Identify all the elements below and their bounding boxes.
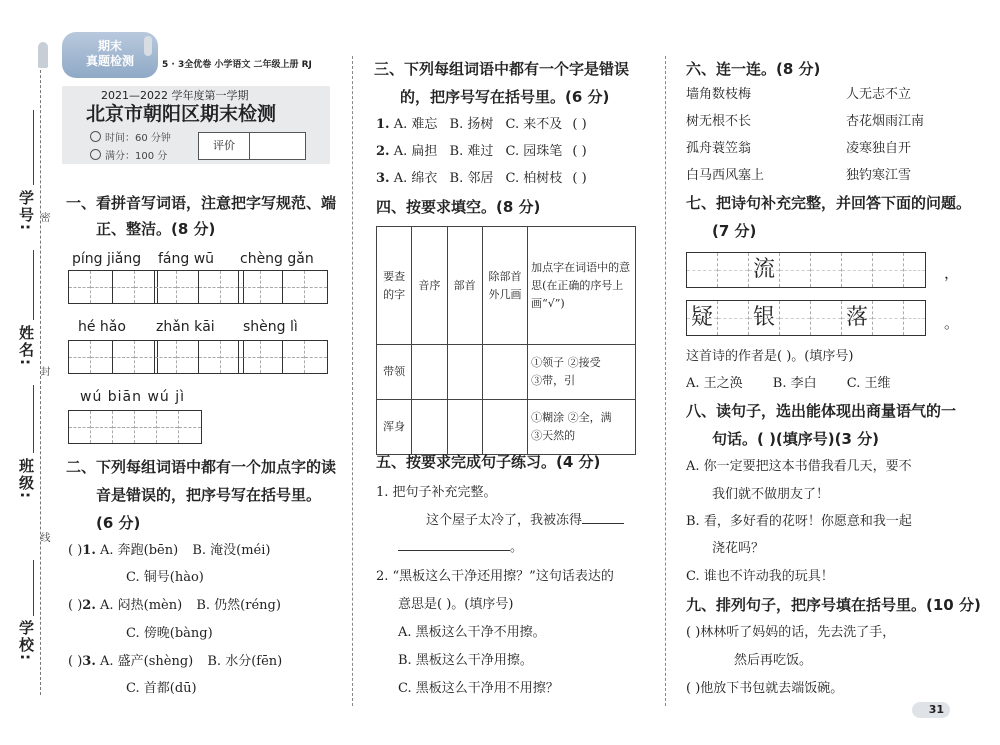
q1-pinyin-4: hé hǎo: [78, 319, 126, 335]
q7-title-line2: (7 分): [712, 222, 757, 240]
q5-sentence-text: 这个屋子太冷了，我被冻得: [426, 513, 583, 528]
q8-c: C. 谁也不许动我的玩具！: [686, 569, 834, 584]
q3-item-3: [376, 172, 587, 185]
evaluation-label: 评价: [199, 133, 250, 159]
q4-row-2-meaning-line1: ①糊涂 ②全，满: [531, 411, 612, 424]
q5-option-a: A. 黑板这么干净不用擦。: [398, 625, 546, 640]
q8-b-line1: B. 看，多好看的花呀！你愿意和我一起: [686, 514, 912, 529]
q5-option-c: C. 黑板这么干净用不用擦？: [398, 681, 559, 696]
q4-header-row: [377, 227, 636, 345]
q7-poem-row-2[interactable]: [686, 300, 926, 336]
label-name: 姓名:: [17, 325, 35, 367]
q3-item-3-a: A. 绵衣: [393, 171, 438, 186]
q2-item-3-a: A. 盛产(shèng): [100, 654, 194, 669]
q1-answer-grid-2[interactable]: [154, 270, 244, 304]
q7-r1-c4[interactable]: [780, 253, 811, 287]
q6-left-3[interactable]: 孤舟蓑笠翁: [686, 141, 752, 156]
q4-header-strokes: 除部首外几画: [482, 227, 527, 345]
q2-item-2-num: 2.: [82, 598, 96, 613]
q4-row-2-strokes-cell[interactable]: [482, 400, 527, 455]
seal-mark-xian: 线: [38, 532, 49, 542]
seal-line1: 期末: [97, 39, 122, 53]
q5-sub2-line2: 意思是( )。(填序号): [398, 597, 514, 612]
q7-r1-c6[interactable]: [842, 253, 873, 287]
q2-item-2-b: B. 仍然(réng): [196, 598, 281, 613]
q1-pinyin-6: shèng lì: [243, 319, 298, 335]
q2-item-2-c: C. 傍晚(bàng): [126, 626, 213, 641]
q7-poem-row-1[interactable]: [686, 252, 926, 288]
q2-item-1-paren[interactable]: ( ): [68, 543, 83, 558]
exam-score-text: 满分：100 分: [105, 151, 168, 162]
q1-title-line2: 正、整洁。(8 分): [96, 220, 216, 238]
q3-item-3-c: C. 柏树枝: [505, 171, 563, 186]
q3-item-3-paren[interactable]: ( ): [572, 171, 587, 186]
q4-row-1-meaning-line2: ③带，引: [531, 374, 576, 387]
series-label: 5 · 3全优卷 小学语文 二年级上册 RJ: [162, 60, 312, 70]
q5-option-b: B. 黑板这么干净用擦。: [398, 653, 533, 668]
q7-author-question: 这首诗的作者是( )。(填序号): [686, 349, 854, 364]
q8-b-line2: 浇花吗？: [712, 541, 765, 556]
q4-row-1-meaning-line1: ①领子 ②接受: [531, 356, 601, 369]
q1-answer-grid-5[interactable]: [154, 340, 244, 374]
q3-item-2-b: B. 难过: [449, 144, 494, 159]
q5-end-mark: 。: [510, 540, 524, 555]
q3-item-2-paren[interactable]: ( ): [572, 144, 587, 159]
q7-r2-c5[interactable]: [811, 301, 842, 335]
q2-item-2: [68, 599, 281, 612]
q9-item1-line1[interactable]: ( )林林听了妈妈的话，先去洗了手，: [686, 625, 896, 640]
q1-pinyin-2: fáng wū: [158, 251, 215, 267]
q7-r2-c7[interactable]: [873, 301, 904, 335]
q8-title-line2: 句话。( )(填序号)(3 分): [712, 430, 880, 448]
label-student-id: 学号:: [17, 190, 35, 232]
q7-title-line1: 七、把诗句补充完整，并回答下面的问题。: [686, 194, 972, 212]
seal-line2: 真题检测: [85, 54, 134, 68]
q2-item-1-c: C. 铜号(hào): [126, 570, 204, 585]
q3-item-1-b: B. 扬树: [449, 117, 494, 132]
q1-pinyin-7: wú biān wú jì: [80, 389, 186, 405]
q2-title-line2: 音是错误的，把序号写在括号里。: [96, 486, 322, 504]
q4-header-radical: 部首: [447, 227, 482, 345]
exam-time: [90, 131, 171, 144]
q7-options: [686, 377, 891, 390]
q4-row-2-initial-cell[interactable]: [412, 400, 447, 455]
q6-left-1[interactable]: 墙角数枝梅: [686, 87, 752, 102]
q3-item-1-paren[interactable]: ( ): [572, 117, 587, 132]
q7-comma: ，: [944, 264, 960, 282]
q1-pinyin-5: zhǎn kāi: [156, 319, 215, 335]
name-blank: [33, 250, 34, 320]
q2-item-2-paren[interactable]: ( ): [68, 598, 83, 613]
q9-item2[interactable]: ( )他放下书包就去端饭碗。: [686, 681, 844, 696]
q4-row-1-meaning[interactable]: [528, 345, 636, 400]
q1-title-line1: 一、看拼音写词语，注意把字写规范、端: [66, 194, 337, 212]
q6-right-4[interactable]: 独钓寒江雪: [846, 168, 912, 183]
q3-item-3-num: 3.: [376, 171, 390, 186]
q7-option-a: A. 王之涣: [686, 376, 743, 391]
q4-row-2-meaning[interactable]: [528, 400, 636, 455]
school-blank: [33, 560, 34, 616]
school-year: 2021—2022 学年度第一学期: [101, 89, 249, 102]
q2-item-3: [68, 655, 282, 668]
q7-option-b: B. 李白: [772, 376, 817, 391]
q8-title-line1: 八、读句子，选出能体现出商量语气的一: [686, 402, 957, 420]
seal-mark-feng: 封: [38, 366, 49, 376]
q5-title: 五、按要求完成句子练习。(4 分): [376, 453, 601, 471]
student-id-blank: [33, 110, 34, 185]
q2-title-line1: 二、下列每组词语中都有一个加点字的读: [66, 458, 337, 476]
q7-r2-c4[interactable]: [780, 301, 811, 335]
q3-title-line2: 的，把序号写在括号里。(6 分): [400, 88, 610, 106]
q4-row-1: [377, 345, 636, 400]
q2-item-3-num: 3.: [82, 654, 96, 669]
label-class: 班级:: [17, 458, 35, 500]
q7-r1-c2[interactable]: [718, 253, 749, 287]
q1-answer-grid-1[interactable]: [68, 270, 158, 304]
q4-header-meaning: 加点字在词语中的意思(在正确的序号上画“√”): [528, 227, 636, 345]
q5-sub1: 1. 把句子补充完整。: [376, 485, 497, 500]
evaluation-box[interactable]: [198, 132, 306, 160]
exam-score: [90, 149, 167, 162]
q4-header-initial: 音序: [412, 227, 447, 345]
q3-item-1: [376, 118, 587, 131]
exam-time-text: 时间：60 分钟: [105, 133, 171, 144]
q9-title: 九、排列句子，把序号填在括号里。(10 分): [686, 596, 981, 614]
q7-r2-c2[interactable]: [718, 301, 749, 335]
q3-item-3-b: B. 邻居: [449, 171, 494, 186]
q5-sentence-blank-1[interactable]: [582, 523, 624, 524]
clock-icon: [90, 131, 101, 142]
q3-item-2: [376, 145, 587, 158]
check-circle-icon: [90, 149, 101, 160]
q4-title: 四、按要求填空。(8 分): [376, 198, 541, 216]
q2-item-1-a: A. 奔跑(bēn): [100, 543, 179, 558]
q4-row-1-word: 带领: [377, 345, 412, 400]
q2-item-3-c: C. 首都(dū): [126, 681, 197, 696]
q6-right-2[interactable]: 杏花烟雨江南: [846, 114, 925, 129]
q1-answer-grid-3[interactable]: [238, 270, 328, 304]
q7-r1-c8[interactable]: [904, 253, 925, 287]
q3-item-1-a: A. 难忘: [393, 117, 438, 132]
q9-item1-line2: 然后再吃饭。: [734, 653, 813, 668]
q1-pinyin-3: chèng gǎn: [240, 251, 314, 267]
q2-item-1-num: 1.: [82, 543, 96, 558]
q7-option-c: C. 王维: [846, 376, 891, 391]
q2-item-1: [68, 544, 270, 557]
q4-row-1-radical-cell[interactable]: [447, 345, 482, 400]
q5-sentence-cont: [398, 541, 523, 554]
seal-mark-mi: 密: [38, 212, 49, 222]
label-school: 学校:: [17, 620, 35, 662]
q4-header-word: 要查的字: [377, 227, 412, 345]
column-divider-2: [665, 56, 666, 706]
q5-sub2-line1: 2. “黑板这么干净还用擦？”这句话表达的: [376, 569, 614, 584]
q8-a-line2: 我们就不做朋友了！: [712, 487, 830, 502]
q5-sentence: [426, 514, 624, 527]
q2-item-1-b: B. 淹没(méi): [192, 543, 271, 558]
q4-table: [376, 226, 636, 455]
q2-item-3-paren[interactable]: ( ): [68, 654, 83, 669]
q7-r1-c5[interactable]: [811, 253, 842, 287]
q6-title: 六、连一连。(8 分): [686, 60, 821, 78]
rocket-small-icon: [144, 36, 152, 56]
exam-title: 北京市朝阳区期末检测: [86, 103, 277, 125]
q1-answer-grid-7[interactable]: [68, 410, 202, 444]
q7-r1-c3: 流: [749, 253, 780, 287]
q8-a-line1: A. 你一定要把这本书借我看几天，要不: [686, 459, 912, 474]
q6-right-1[interactable]: 人无志不立: [846, 87, 912, 102]
q7-r2-c6: 落: [842, 301, 873, 335]
q5-sentence-blank-2[interactable]: [398, 550, 510, 551]
q1-pinyin-1: píng jiǎng: [72, 251, 142, 267]
q3-item-2-num: 2.: [376, 144, 390, 159]
q4-row-2-meaning-line2: ③天然的: [531, 429, 576, 442]
q3-title-line1: 三、下列每组词语中都有一个字是错误: [374, 60, 630, 78]
q7-r1-c7[interactable]: [873, 253, 904, 287]
q6-left-2[interactable]: 树无根不长: [686, 114, 752, 129]
q3-item-2-a: A. 扁担: [393, 144, 438, 159]
q7-r2-c3: 银: [749, 301, 780, 335]
q7-period: 。: [944, 314, 960, 332]
q2-item-2-a: A. 闷热(mèn): [100, 598, 183, 613]
q1-answer-grid-6[interactable]: [238, 340, 328, 374]
q2-item-3-b: B. 水分(fēn): [207, 654, 283, 669]
q2-title-line3: (6 分): [96, 514, 141, 532]
q6-left-4[interactable]: 白马西风塞上: [686, 168, 765, 183]
q4-row-2: [377, 400, 636, 455]
q1-answer-grid-4[interactable]: [68, 340, 158, 374]
rocket-decoration-icon: [38, 42, 48, 68]
q4-row-2-word: 浑身: [377, 400, 412, 455]
q4-row-1-strokes-cell[interactable]: [482, 345, 527, 400]
q3-item-1-c: C. 来不及: [505, 117, 563, 132]
q7-r2-c8[interactable]: [904, 301, 925, 335]
page-number: 31: [912, 702, 950, 718]
q3-item-2-c: C. 园珠笔: [505, 144, 563, 159]
q7-r2-c1: 疑: [687, 301, 718, 335]
q4-row-1-initial-cell[interactable]: [412, 345, 447, 400]
column-divider-1: [352, 56, 353, 706]
q6-right-3[interactable]: 凌寒独自开: [846, 141, 912, 156]
class-blank: [33, 385, 34, 453]
q7-r1-c1[interactable]: [687, 253, 718, 287]
q4-row-2-radical-cell[interactable]: [447, 400, 482, 455]
q3-item-1-num: 1.: [376, 117, 390, 132]
